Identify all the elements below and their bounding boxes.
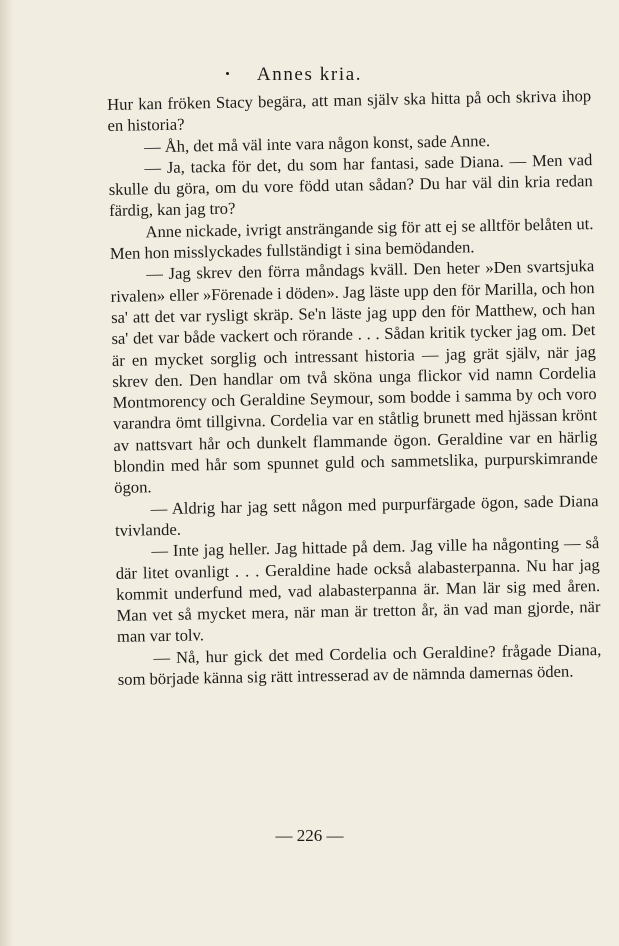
paragraph-5: — Jag skrev den förra måndags kväll. Den heter »Den svartsjuka rivalen» eller »Förenade i döden». Jag läste upp den för Marilla, och hon sa' att det var rysligt skräp. Se'n läste jag upp den för Matthew, och han sa' det var både vackert och rörande . . . Sådan kritik tycker jag om. Det är en mycket sorglig och intressant historia — jag grät själv, när jag skrev den. Den handlar om två sköna unga flickor vid namn Cordelia Montmorency och Geraldine Seymour, som bodde i samma by och voro varandra ömt tillgivna. Cordelia var en ståtlig brunett med hjässan krönt av nattsvart hår och dunkelt flammande ögon. Geraldine var en härlig blondin med hår som spunnet guld och sammetslika, purpurskimrande ögon. (110, 256, 598, 498)
paragraph-3: — Ja, tacka för det, du som har fantasi, sade Diana. — Men vad skulle du göra, om du vore född utan sådan? Du har väl din kria redan färdig, kan jag tro? (108, 150, 593, 221)
page-number: — 226 — (275, 826, 344, 845)
paragraph-6: — Aldrig har jag sett någon med purpurfärgade ögon, sade Diana tvivlande. (114, 490, 599, 540)
paragraph-2: — Åh, det må väl inte vara någon konst, sade Anne. (143, 130, 491, 156)
body-text (107, 85, 602, 690)
paragraph-4: Anne nickade, ivrigt ansträngande sig för att ej se alltför belåten ut. Men hon misslyckades fullständigt i sina bemödanden. (109, 213, 594, 264)
paragraph-8: — Nå, hur gick det med Cordelia och Geraldine? frågade Diana, som började känna sig rätt intresserad av de nämnda damernas öden. (117, 639, 602, 689)
running-head: Annes kria. (256, 64, 363, 85)
paragraph-7: — Inte jag heller. Jag hittade på dem. Jag ville ha någonting — så där litet ovanligt . . . Geraldine hade också alabasterpanna. Nu har jag kommit underfund med, vad alabasterpanna är. Man lär sig med åren. Man vet så mycket mera, när man är tretton år, än vad man gjorde, när man var tolv. (115, 533, 601, 647)
paragraph-1: Hur kan fröken Stacy begära, att man själv ska hitta på och skriva ihop en historia? (107, 86, 592, 136)
